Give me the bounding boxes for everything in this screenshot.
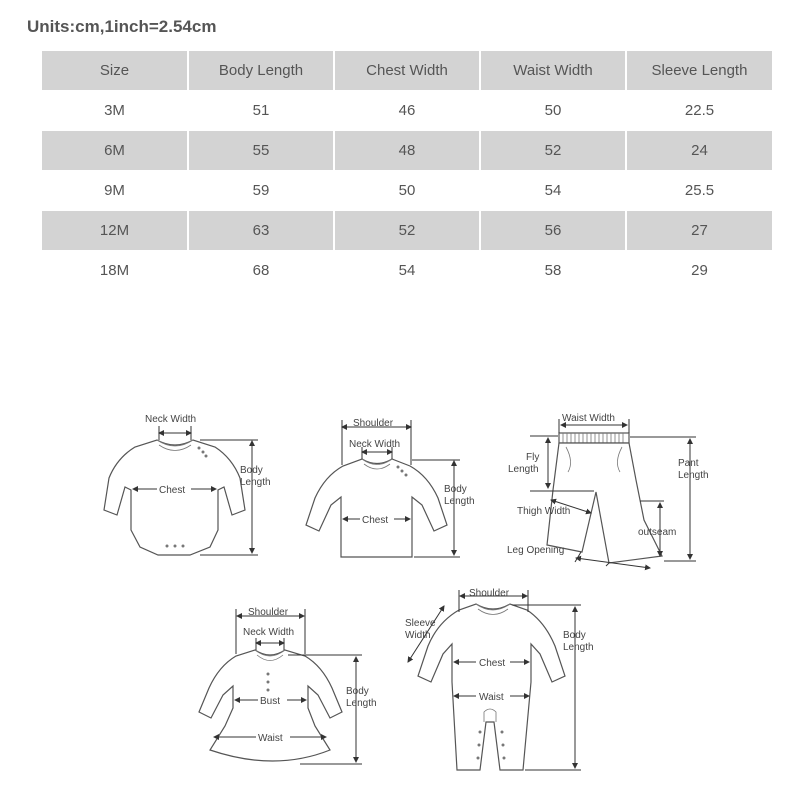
column-header-waist-width: Waist Width <box>480 51 626 91</box>
label-pant-length-line1: Pant <box>678 458 699 469</box>
table-cell: 54 <box>480 171 626 211</box>
table-cell: 46 <box>334 91 480 131</box>
label-sleeve-width-line2: Width <box>405 630 431 641</box>
bodysuit-diagram <box>104 414 271 555</box>
table-cell: 58 <box>480 251 626 291</box>
label-shoulder: Shoulder <box>353 418 394 429</box>
table-cell: 6M <box>42 131 188 171</box>
label-leg-opening: Leg Opening <box>507 545 565 556</box>
table-cell: 25.5 <box>626 171 772 211</box>
table-cell: 24 <box>626 131 772 171</box>
label-bust: Bust <box>260 696 281 707</box>
label-body-length-line2: Length <box>240 477 271 488</box>
column-header-body-length: Body Length <box>188 51 334 91</box>
table-cell: 50 <box>334 171 480 211</box>
table-cell: 51 <box>188 91 334 131</box>
label-body-length-line2: Length <box>563 642 594 653</box>
column-header-size: Size <box>42 51 188 91</box>
label-body-length-line1: Body <box>346 686 369 697</box>
romper-diagram <box>405 588 594 770</box>
label-fly-length-line2: Length <box>508 464 539 475</box>
label-body-length-line1: Body <box>444 484 467 495</box>
table-cell: 29 <box>626 251 772 291</box>
table-cell: 9M <box>42 171 188 211</box>
label-chest: Chest <box>479 658 506 669</box>
table-cell: 3M <box>42 91 188 131</box>
label-body-length-line1: Body <box>240 465 263 476</box>
table-cell: 63 <box>188 211 334 251</box>
table-cell: 27 <box>626 211 772 251</box>
label-chest: Chest <box>362 515 389 526</box>
units-note: Units:cm,1inch=2.54cm <box>27 17 217 36</box>
table-cell: 50 <box>480 91 626 131</box>
label-neck-width: Neck Width <box>145 414 197 425</box>
label-pant-length-line2: Length <box>678 470 709 481</box>
table-cell: 56 <box>480 211 626 251</box>
sweater-diagram <box>306 418 475 557</box>
label-outseam: outseam <box>638 527 677 538</box>
label-waist: Waist <box>479 692 504 703</box>
label-neck-width: Neck Width <box>349 439 401 450</box>
column-header-sleeve-length: Sleeve Length <box>626 51 772 91</box>
dress-diagram <box>199 607 377 764</box>
label-chest: Chest <box>159 485 186 496</box>
label-shoulder: Shoulder <box>248 607 289 618</box>
column-header-chest-width: Chest Width <box>334 51 480 91</box>
label-shoulder: Shoulder <box>469 588 510 599</box>
label-fly-length-line1: Fly <box>526 452 540 463</box>
pants-diagram <box>507 413 709 568</box>
label-body-length-line2: Length <box>346 698 377 709</box>
table-cell: 22.5 <box>626 91 772 131</box>
table-cell: 55 <box>188 131 334 171</box>
label-waist: Waist <box>258 733 283 744</box>
label-waist-width: Waist Width <box>562 413 615 424</box>
label-sleeve-width-line1: Sleeve <box>405 618 436 629</box>
label-body-length-line2: Length <box>444 496 475 507</box>
table-cell: 52 <box>480 131 626 171</box>
label-thigh-width: Thigh Width <box>517 506 571 517</box>
table-cell: 12M <box>42 211 188 251</box>
table-cell: 18M <box>42 251 188 291</box>
table-cell: 54 <box>334 251 480 291</box>
label-body-length-line1: Body <box>563 630 586 641</box>
label-neck-width: Neck Width <box>243 627 295 638</box>
table-cell: 48 <box>334 131 480 171</box>
table-cell: 52 <box>334 211 480 251</box>
table-cell: 59 <box>188 171 334 211</box>
table-cell: 68 <box>188 251 334 291</box>
